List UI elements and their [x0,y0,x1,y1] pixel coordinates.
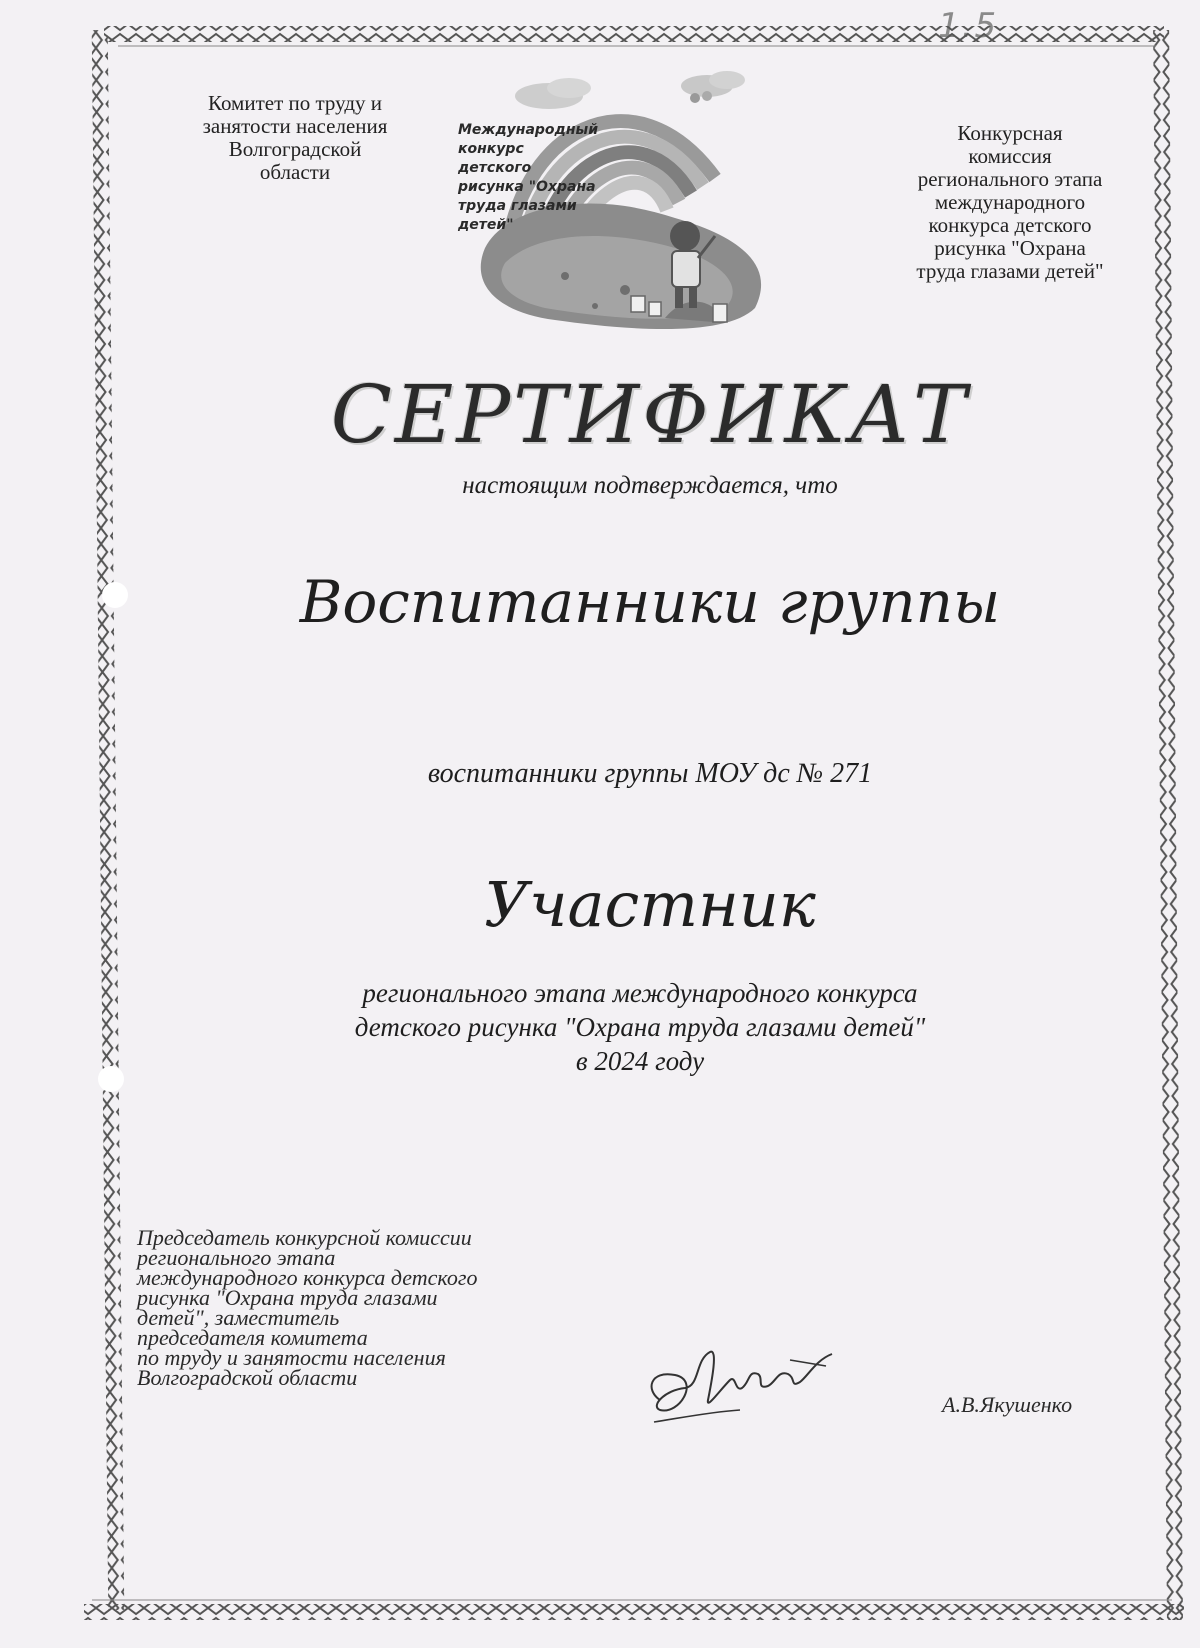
signatory-title-line: детей", заместитель [137,1305,340,1330]
issuer-left-line: Волгоградской [228,137,362,161]
signatory-title-line: по труду и занятости населения [137,1345,446,1370]
issuer-right [860,122,1160,283]
issuer-right-line: регионального этапа [917,167,1103,191]
event-description-line: в 2024 году [575,1046,705,1076]
signatory-title-line: Волгоградской области [137,1365,358,1390]
issuer-left [160,92,430,184]
recipient-detail: воспитанники группы МОУ дс № 271 [427,758,873,789]
logo-caption-line: рисунка "Охрана [458,179,596,195]
issuer-right-line: международного [934,190,1086,214]
border-bottom [84,1604,1184,1620]
signatory-title-line: Председатель конкурсной комиссии [137,1225,472,1250]
issuer-left-line: Комитет по труду и [207,91,382,115]
signatory-title-line: международного конкурса детского [137,1265,478,1290]
issuer-right-line: Конкурсная [957,121,1063,145]
logo-caption-line: труда глазами [458,198,577,214]
logo-caption-line: детей" [458,217,514,233]
logo-caption-line: конкурс [458,141,524,157]
signatory-title-line: рисунка "Охрана труда глазами [137,1285,438,1310]
signatory-title [137,1225,587,1390]
issuer-left-line: занятости населения [202,114,388,138]
issuer-right-line: конкурса детского [928,213,1092,237]
signatory-title-line: председателя комитета [137,1325,368,1350]
logo-caption-line: детского [458,160,532,176]
award-status: Участник [484,868,816,941]
border-top [104,26,1164,42]
handwritten-signature [640,1330,840,1440]
event-description [240,976,1040,1078]
signatory-title-line: регионального этапа [137,1245,336,1270]
certificate-subtitle: настоящим подтверждается, что [462,472,838,499]
logo-caption [458,121,618,235]
issuer-right-line: рисунка "Охрана [934,236,1086,260]
signatory-name: А.В.Якушенко [942,1392,1073,1417]
recipient-name: Воспитанники группы [299,568,1001,636]
certificate-title: СЕРТИФИКАТ [330,368,970,461]
issuer-left-line: области [259,160,331,184]
border-left [92,30,125,1610]
event-description-line: детского рисунка "Охрана труда глазами детей" [354,1012,926,1042]
issuer-right-line: комиссия [968,144,1052,168]
event-description-line: регионального этапа международного конкурса [362,978,918,1008]
issuer-right-line: труда глазами детей" [916,259,1104,283]
logo-caption-line: Международный [458,122,598,138]
punch-hole-bottom [98,1066,124,1092]
